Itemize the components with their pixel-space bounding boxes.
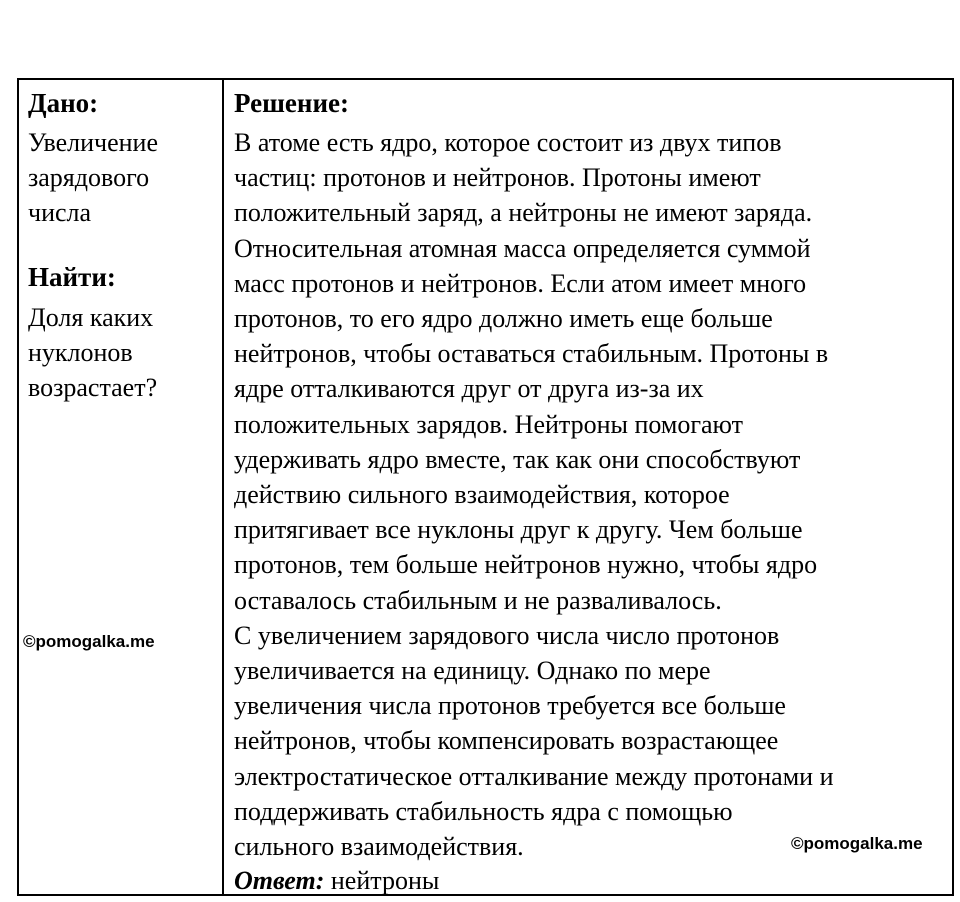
given-text: Увеличение зарядового числа bbox=[28, 128, 159, 228]
solution-text: В атоме есть ядро, которое состоит из двух типов частиц: протонов и нейтронов. Протоны имеют положительный заряд, а нейтроны не имеют заряда. Относительная атомная масса определяется суммой масс протонов и нейтронов. Если атом имеет много протонов, то его ядро должно иметь еще больше нейтронов, чтобы оставаться стабильным. Протоны в ядре отталкиваются друг от друга из-за их положительных зарядов. Нейтроны помогают удерживать ядро вместе, так как они способствуют действию сильного взаимодействия, которое притягивает все нуклоны друг к другу. Чем больше протонов, тем больше нейтронов нужно, чтобы ядро оставалось стабильным и не разваливалось. С увеличением зарядового числа число протонов увеличивается на единицу. Однако по мере увеличения числа протонов требуется все больше нейтронов, чтобы компенсировать возрастающее электростатическое отталкивание между протонами и поддерживать стабильность ядра с помощью сильного взаимодействия. bbox=[234, 128, 834, 862]
given-column bbox=[28, 86, 214, 405]
solution-heading: Решение: bbox=[234, 88, 349, 118]
column-divider bbox=[222, 80, 224, 894]
answer-label: Ответ: bbox=[234, 866, 325, 896]
watermark-left: ©pomogalka.me bbox=[23, 632, 155, 651]
solution-table bbox=[17, 78, 954, 896]
find-heading: Найти: bbox=[28, 261, 116, 292]
watermark-right: ©pomogalka.me bbox=[791, 834, 923, 853]
answer-line bbox=[234, 864, 946, 898]
given-heading: Дано: bbox=[28, 88, 99, 118]
answer-value: нейтроны bbox=[330, 866, 440, 896]
solution-column bbox=[234, 86, 946, 898]
find-text: Доля каких нуклонов возрастает? bbox=[28, 302, 158, 403]
